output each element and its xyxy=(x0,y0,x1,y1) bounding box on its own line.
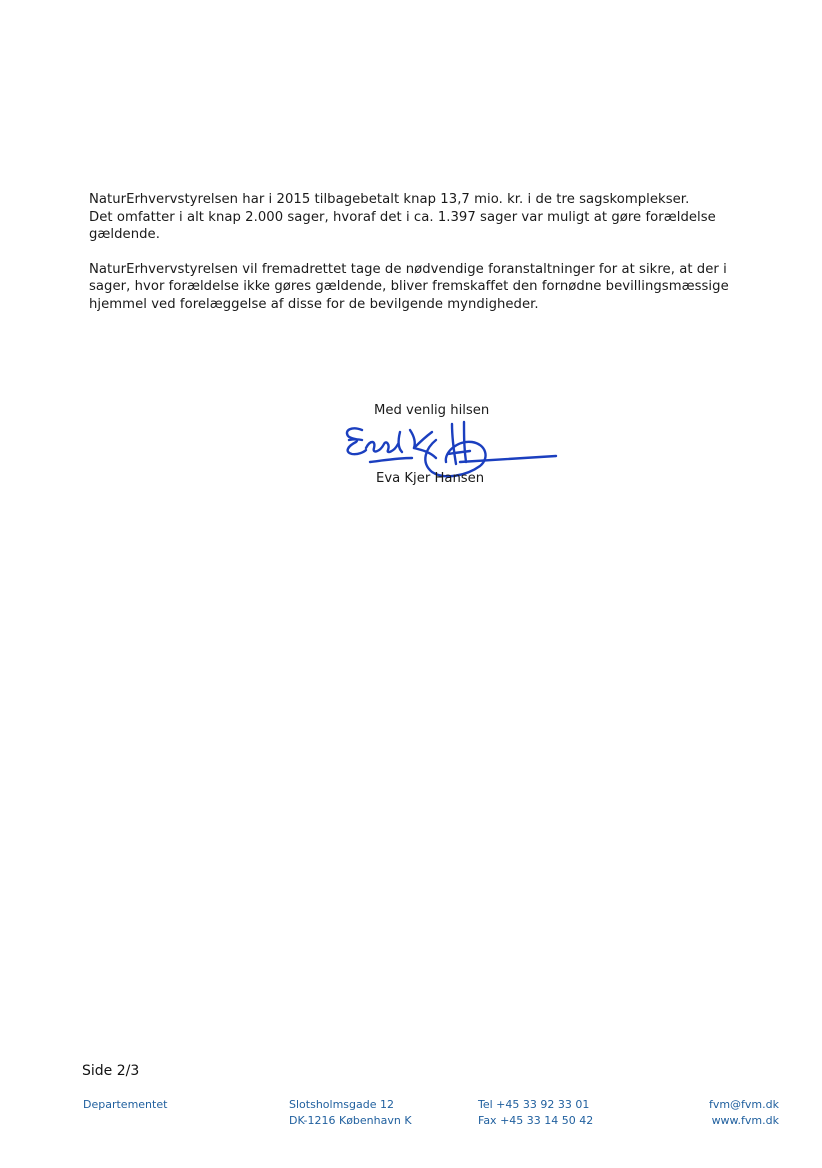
text-line: NaturErhvervstyrelsen vil fremadrettet tage de nødvendige foranstaltninger for at sikre, at der i xyxy=(89,261,727,277)
footer-address xyxy=(289,1097,412,1128)
phone-number: Tel +45 33 92 33 01 xyxy=(478,1098,590,1111)
paragraph-repayment xyxy=(89,191,769,244)
text-line: hjemmel ved forelæggelse af disse for de bevilgende myndigheder. xyxy=(89,296,539,312)
footer-online-contact xyxy=(709,1097,779,1128)
website-link[interactable]: www.fvm.dk xyxy=(711,1113,779,1127)
street-address: Slotsholmsgade 12 xyxy=(289,1098,394,1111)
text-line: gældende. xyxy=(89,227,160,242)
footer-department xyxy=(83,1097,167,1113)
letter-body xyxy=(89,191,769,330)
text-line: Det omfatter i alt knap 2.000 sager, hvoraf det i ca. 1.397 sager var muligt at gøre forældelse xyxy=(89,209,716,225)
footer-contact-numbers xyxy=(478,1097,593,1128)
page-number: Side 2/3 xyxy=(82,1063,140,1079)
paragraph-measures xyxy=(89,261,769,314)
closing-greeting: Med venlig hilsen xyxy=(374,403,490,418)
postal-city: DK-1216 København K xyxy=(289,1113,412,1127)
signer-name: Eva Kjer Hansen xyxy=(376,471,485,486)
fax-number: Fax +45 33 14 50 42 xyxy=(478,1113,594,1127)
text-line: NaturErhvervstyrelsen har i 2015 tilbagebetalt knap 13,7 mio. kr. i de tre sagskomplekser. xyxy=(89,192,690,207)
department-name: Departementet xyxy=(83,1098,168,1111)
email-link[interactable]: fvm@fvm.dk xyxy=(708,1098,779,1111)
text-line: sager, hvor forældelse ikke gøres gældende, bliver fremskaffet den fornødne bevillingsmæssige xyxy=(89,279,729,294)
